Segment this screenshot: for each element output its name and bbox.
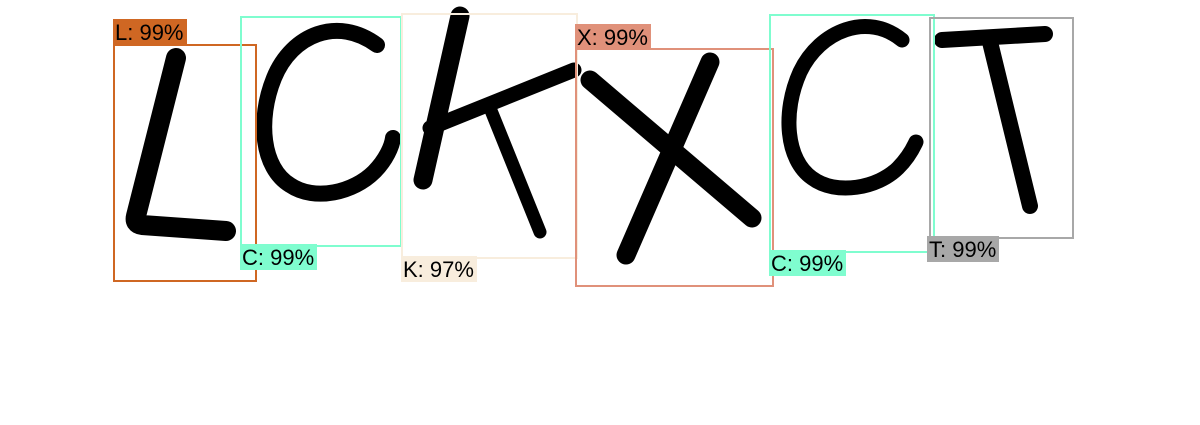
detection-label: L: 99%: [113, 19, 187, 45]
detection-box: [769, 14, 935, 253]
detection-label: T: 99%: [927, 236, 999, 262]
detection-box: [575, 48, 774, 287]
detection-box: [240, 16, 402, 247]
detection-box: [401, 13, 578, 259]
detection-label: C: 99%: [240, 244, 317, 270]
detection-label: X: 99%: [575, 24, 651, 50]
detection-box: [113, 44, 257, 282]
detection-label: C: 99%: [769, 250, 846, 276]
detection-label: K: 97%: [401, 256, 477, 282]
detection-box: [929, 17, 1074, 239]
